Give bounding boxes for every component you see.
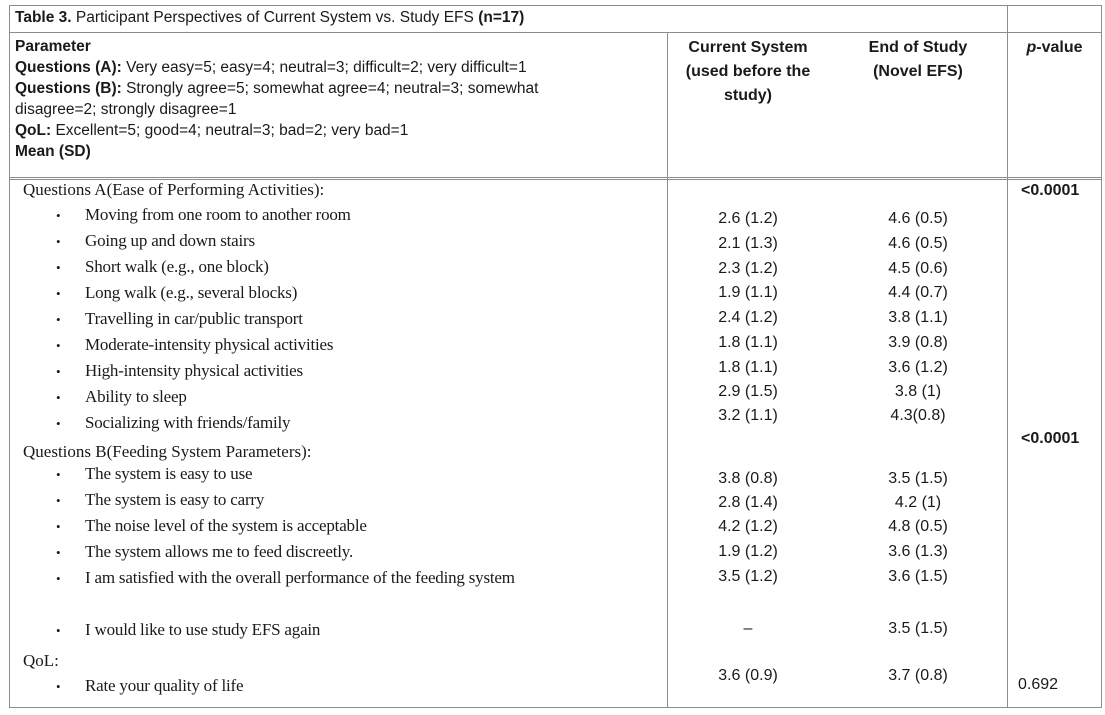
- header-divider: [10, 177, 1101, 178]
- current-system-value: 2.8 (1.4): [718, 494, 778, 511]
- section-a-pvalue: <0.0001: [1021, 182, 1080, 199]
- bullet-icon: •: [56, 208, 61, 223]
- current-system-value: –: [743, 620, 753, 637]
- row-label: Moving from one room to another room: [85, 205, 351, 224]
- row-label: I would like to use study EFS again: [85, 620, 321, 639]
- current-system-value: 2.3 (1.2): [718, 260, 778, 277]
- title-divider: [10, 32, 1101, 33]
- row-label: Rate your quality of life: [85, 676, 244, 695]
- end-of-study-value: 3.6 (1.3): [888, 543, 948, 560]
- current-system-value: 3.5 (1.2): [718, 568, 778, 585]
- end-of-study-value: 3.9 (0.8): [888, 334, 948, 351]
- bullet-icon: •: [56, 390, 61, 405]
- current-system-value: 4.2 (1.2): [718, 518, 778, 535]
- bullet-icon: •: [56, 545, 61, 560]
- bullet-icon: •: [56, 623, 61, 638]
- end-of-study-value: 3.5 (1.5): [888, 470, 948, 487]
- qol-legend: QoL: Excellent=5; good=4; neutral=3; bad=2; very bad=1: [15, 122, 409, 139]
- row-label: Long walk (e.g., several blocks): [85, 283, 298, 302]
- end-of-study-value: 4.8 (0.5): [888, 518, 948, 535]
- section-b-title: Questions B(Feeding System Parameters):: [23, 442, 312, 461]
- current-system-value: 3.8 (0.8): [718, 470, 778, 487]
- bullet-icon: •: [56, 493, 61, 508]
- mean-sd-label: Mean (SD): [15, 143, 91, 160]
- current-system-value: 2.4 (1.2): [718, 309, 778, 326]
- col-header-end: End of Study (Novel EFS): [868, 39, 968, 80]
- row-label: The system is easy to use: [85, 464, 253, 483]
- end-of-study-value: 3.8 (1): [894, 383, 942, 400]
- current-system-value: 2.9 (1.5): [718, 383, 778, 400]
- row-label: High-intensity physical activities: [85, 361, 303, 380]
- data-table: [9, 5, 1102, 708]
- current-system-value: 1.9 (1.1): [718, 284, 778, 301]
- current-system-value: 3.2 (1.1): [718, 407, 778, 424]
- end-of-study-value: 3.5 (1.5): [888, 620, 948, 637]
- end-of-study-value: 4.6 (0.5): [888, 235, 948, 252]
- row-label: Going up and down stairs: [85, 231, 255, 250]
- bullet-icon: •: [56, 467, 61, 482]
- bullet-icon: •: [56, 416, 61, 431]
- end-of-study-value: 4.3(0.8): [890, 407, 946, 424]
- end-of-study-value: 3.6 (1.2): [888, 359, 948, 376]
- end-of-study-value: 3.7 (0.8): [888, 667, 948, 684]
- end-of-study-value: 4.5 (0.6): [888, 260, 948, 277]
- end-of-study-value: 4.6 (0.5): [888, 210, 948, 227]
- row-label: I am satisfied with the overall performance of the feeding system: [85, 568, 515, 587]
- row-label: Short walk (e.g., one block): [85, 257, 269, 276]
- row-label: Travelling in car/public transport: [85, 309, 303, 328]
- current-system-value: 1.8 (1.1): [718, 334, 778, 351]
- bullet-icon: •: [56, 286, 61, 301]
- bullet-icon: •: [56, 679, 61, 694]
- col-header-pvalue: p-value: [1026, 39, 1083, 56]
- table-title: Table 3. Participant Perspectives of Current System vs. Study EFS (n=17): [15, 9, 525, 26]
- current-system-value: 1.9 (1.2): [718, 543, 778, 560]
- end-of-study-value: 3.6 (1.5): [888, 568, 948, 585]
- row-label: The noise level of the system is acceptable: [85, 516, 367, 535]
- row-label: The system is easy to carry: [85, 490, 265, 509]
- bullet-icon: •: [56, 260, 61, 275]
- end-of-study-value: 4.4 (0.7): [888, 284, 948, 301]
- bullet-icon: •: [56, 364, 61, 379]
- current-system-value: 2.1 (1.3): [718, 235, 778, 252]
- section-b-pvalue: <0.0001: [1021, 430, 1080, 447]
- bullet-icon: •: [56, 519, 61, 534]
- section-qol-title: QoL:: [23, 651, 59, 670]
- end-of-study-value: 4.2 (1): [894, 494, 942, 511]
- parameter-header: [15, 36, 538, 162]
- row-label: The system allows me to feed discreetly.: [85, 542, 354, 561]
- bullet-icon: •: [56, 571, 61, 586]
- end-of-study-value: 3.8 (1.1): [888, 309, 948, 326]
- qa-legend: Questions (A): Very easy=5; easy=4; neutral=3; difficult=2; very difficult=1: [15, 59, 527, 76]
- parameter-label: Parameter: [15, 38, 91, 55]
- bullet-icon: •: [56, 234, 61, 249]
- qb-legend-cont: disagree=2; strongly disagree=1: [15, 101, 237, 118]
- col-header-current: Current System (used before the study): [685, 39, 811, 104]
- p-value: 0.692: [1018, 676, 1059, 693]
- bullet-icon: •: [56, 312, 61, 327]
- qb-legend: Questions (B): Strongly agree=5; somewhat agree=4; neutral=3; somewhat: [15, 80, 539, 97]
- current-system-value: 3.6 (0.9): [718, 667, 778, 684]
- section-a-title: Questions A(Ease of Performing Activities):: [23, 180, 325, 199]
- bullet-icon: •: [56, 338, 61, 353]
- row-label: Socializing with friends/family: [85, 413, 291, 432]
- current-system-value: 2.6 (1.2): [718, 210, 778, 227]
- col-divider-2: [1007, 6, 1008, 708]
- current-system-value: 1.8 (1.1): [718, 359, 778, 376]
- row-label: Ability to sleep: [85, 387, 187, 406]
- row-label: Moderate-intensity physical activities: [85, 335, 334, 354]
